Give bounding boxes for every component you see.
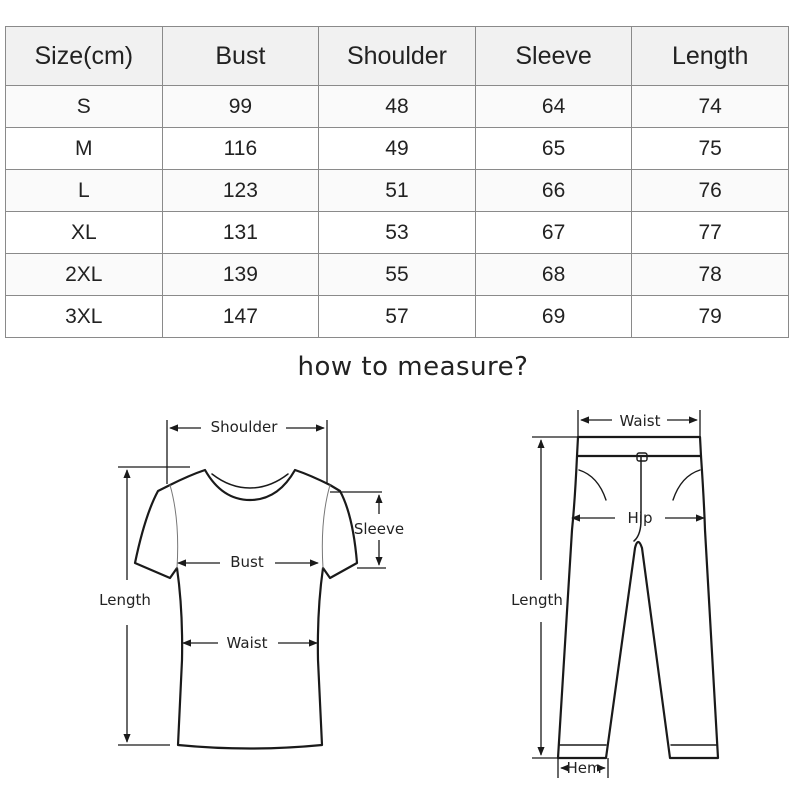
tshirt-diagram bbox=[135, 470, 357, 749]
table-cell: 79 bbox=[632, 296, 789, 338]
tshirt-right-seam bbox=[322, 485, 330, 568]
table-cell: 68 bbox=[475, 254, 632, 296]
tshirt-collar-inner bbox=[212, 474, 288, 488]
table-cell: 53 bbox=[319, 212, 476, 254]
table-cell: 65 bbox=[475, 128, 632, 170]
table-cell: 99 bbox=[162, 86, 319, 128]
pants-outline bbox=[558, 437, 718, 758]
table-cell: 66 bbox=[475, 170, 632, 212]
tshirt-guides bbox=[118, 420, 386, 745]
length-label: Length bbox=[99, 591, 151, 609]
bust-label: Bust bbox=[230, 553, 264, 571]
header-size: Size(cm) bbox=[6, 27, 163, 86]
table-cell: 3XL bbox=[6, 296, 163, 338]
pants-right-pocket bbox=[673, 470, 700, 500]
header-bust: Bust bbox=[162, 27, 319, 86]
table-cell: 147 bbox=[162, 296, 319, 338]
table-cell: 69 bbox=[475, 296, 632, 338]
measure-heading: how to measure? bbox=[297, 352, 529, 382]
table-cell: 75 bbox=[632, 128, 789, 170]
hem-label: Hem bbox=[566, 759, 602, 777]
table-cell: XL bbox=[6, 212, 163, 254]
table-cell: L bbox=[6, 170, 163, 212]
table-cell: S bbox=[6, 86, 163, 128]
table-cell: 78 bbox=[632, 254, 789, 296]
table-cell: 64 bbox=[475, 86, 632, 128]
table-cell: 77 bbox=[632, 212, 789, 254]
pants-diagram bbox=[558, 437, 718, 758]
table-cell: 139 bbox=[162, 254, 319, 296]
waist-label: Waist bbox=[226, 634, 268, 652]
pants-waist-label: Waist bbox=[619, 412, 661, 430]
table-cell: 123 bbox=[162, 170, 319, 212]
header-shoulder: Shoulder bbox=[319, 27, 476, 86]
table-cell: 49 bbox=[319, 128, 476, 170]
table-cell: 48 bbox=[319, 86, 476, 128]
header-length: Length bbox=[632, 27, 789, 86]
pants-fly bbox=[634, 456, 641, 541]
table-cell: 67 bbox=[475, 212, 632, 254]
table-cell: M bbox=[6, 128, 163, 170]
table-cell: 2XL bbox=[6, 254, 163, 296]
table-cell: 51 bbox=[319, 170, 476, 212]
table-cell: 116 bbox=[162, 128, 319, 170]
tshirt-left-seam bbox=[170, 485, 178, 568]
shoulder-label: Shoulder bbox=[210, 418, 278, 436]
pants-left-pocket bbox=[579, 470, 606, 500]
sleeve-label: Sleeve bbox=[353, 520, 405, 538]
table-cell: 131 bbox=[162, 212, 319, 254]
pants-length-label: Length bbox=[511, 591, 563, 609]
table-cell: 76 bbox=[632, 170, 789, 212]
table-cell: 57 bbox=[319, 296, 476, 338]
table-cell: 55 bbox=[319, 254, 476, 296]
tshirt-outline bbox=[135, 470, 357, 749]
header-sleeve: Sleeve bbox=[475, 27, 632, 86]
table-cell: 74 bbox=[632, 86, 789, 128]
hip-label: Hip bbox=[627, 509, 653, 527]
